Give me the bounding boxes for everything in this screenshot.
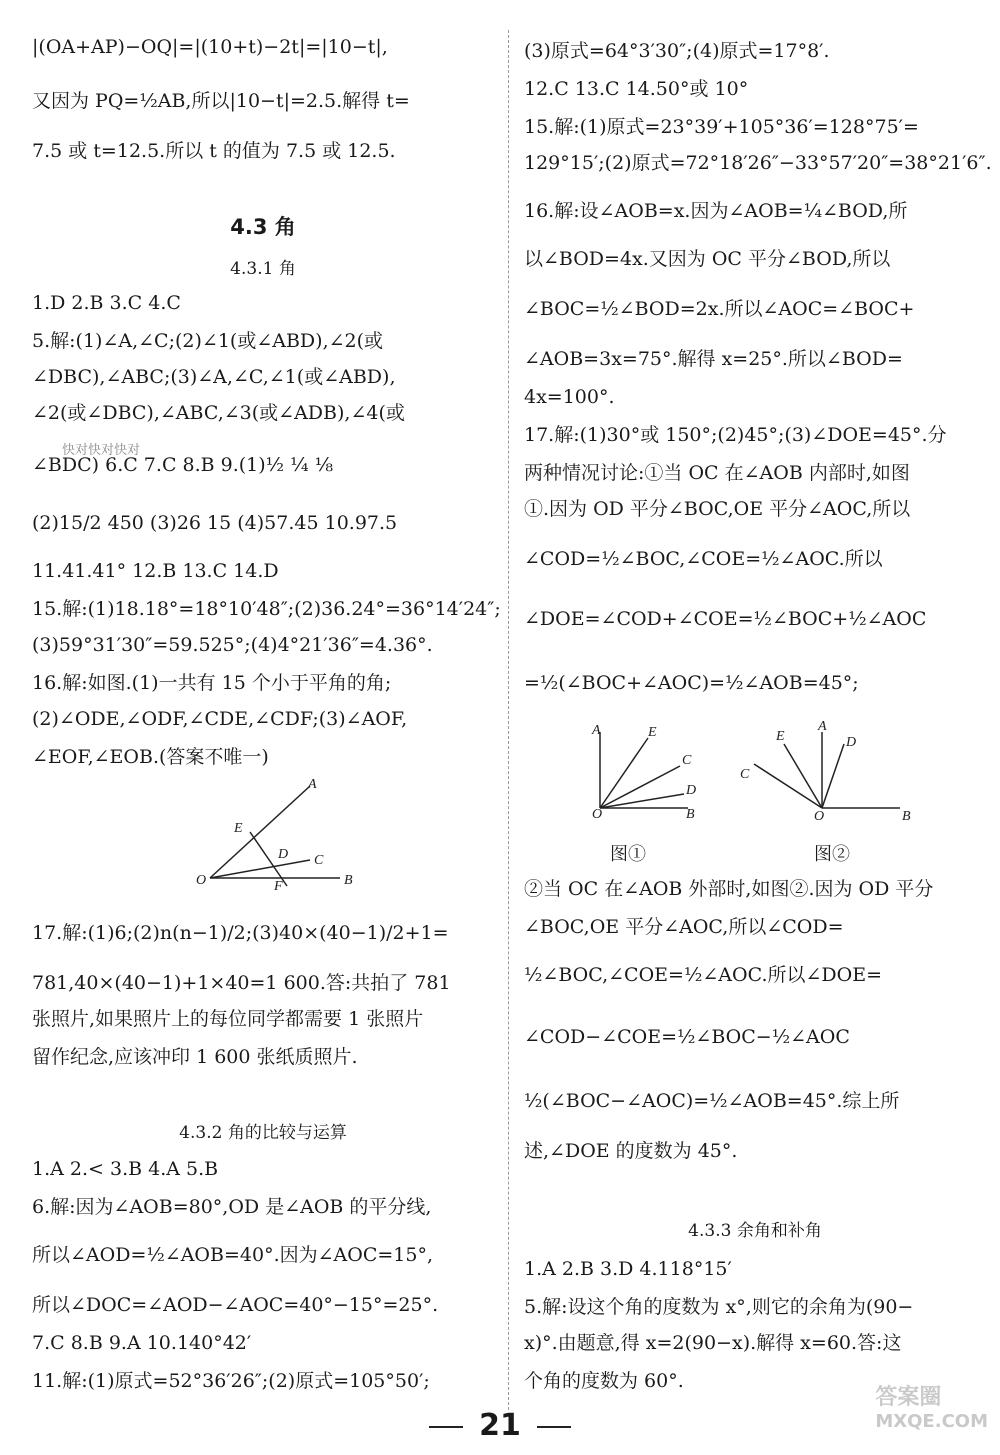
answer-line: ∠DBC),∠ABC;(3)∠A,∠C,∠1(或∠ABD),: [32, 366, 396, 388]
answer-line: 7.C 8.B 9.A 10.140°42′: [32, 1332, 252, 1354]
answer-line: (3)原式=64°3′30″;(4)原式=17°8′.: [524, 40, 830, 62]
page-number: [0, 1408, 1000, 1443]
label-F: F: [274, 879, 283, 892]
answer-line: ∠BOC=½∠BOD=2x.所以∠AOC=∠BOC+: [524, 298, 915, 320]
answer-line: ∠BOC,OE 平分∠AOC,所以∠COD=: [524, 916, 844, 938]
subsection-title: 4.3.1 角: [230, 259, 296, 279]
answer-line: 1.A 2.< 3.B 4.A 5.B: [32, 1158, 219, 1180]
answer-line: 17.解:(1)30°或 150°;(2)45°;(3)∠DOE=45°.分: [524, 424, 947, 446]
answer-line: 4x=100°.: [524, 386, 615, 408]
answer-line: 5.解:(1)∠A,∠C;(2)∠1(或∠ABD),∠2(或: [32, 330, 384, 352]
answer-line: ∠AOB=3x=75°.解得 x=25°.所以∠BOD=: [524, 348, 903, 370]
label-B: B: [686, 807, 695, 822]
figure-2-diagram: [730, 716, 920, 826]
figure-1-caption: 图①: [610, 844, 646, 865]
label-D: D: [846, 735, 857, 750]
text-line: 7.5 或 t=12.5.所以 t 的值为 7.5 或 12.5.: [32, 140, 396, 162]
text-line: |(OA+AP)−OQ|=|(10+t)−2t|=|10−t|,: [32, 36, 388, 58]
page-number-dash: [429, 1426, 463, 1428]
answer-line: ½(∠BOC−∠AOC)=½∠AOB=45°.综上所: [524, 1090, 900, 1112]
answer-line: 1.A 2.B 3.D 4.118°15′: [524, 1258, 732, 1280]
answer-line: ½∠BOC,∠COE=½∠AOC.所以∠DOE=: [524, 964, 883, 986]
label-A: A: [592, 723, 601, 738]
label-A: A: [308, 777, 317, 792]
subsection-title: 4.3.2 角的比较与运算: [179, 1123, 347, 1143]
answer-line: 12.C 13.C 14.50°或 10°: [524, 78, 749, 100]
page-number-dash: [537, 1426, 571, 1428]
label-C: C: [314, 853, 324, 868]
label-E: E: [234, 821, 243, 836]
answer-line: 16.解:设∠AOB=x.因为∠AOB=¼∠BOD,所: [524, 200, 908, 222]
subsection-title: 4.3.3 余角和补角: [688, 1221, 822, 1241]
answer-line: 留作纪念,应该冲印 1 600 张纸质照片.: [32, 1046, 358, 1068]
answer-line: 15.解:(1)18.18°=18°10′48″;(2)36.24°=36°14′24″;: [32, 598, 501, 620]
answer-line: 1.D 2.B 3.C 4.C: [32, 292, 181, 314]
figure-2-caption: 图②: [814, 844, 850, 865]
answer-line: ∠2(或∠DBC),∠ABC,∠3(或∠ADB),∠4(或: [32, 402, 405, 424]
answer-line: 781,40×(40−1)+1×40=1 600.答:共拍了 781: [32, 972, 451, 994]
answer-line: 11.41.41° 12.B 13.C 14.D: [32, 560, 279, 582]
watermark-logo: 答案圈: [875, 1385, 942, 1410]
answer-line: 5.解:设这个角的度数为 x°,则它的余角为(90−: [524, 1296, 914, 1318]
label-C: C: [740, 767, 750, 782]
answer-line: 6.解:因为∠AOB=80°,OD 是∠AOB 的平分线,: [32, 1196, 432, 1218]
answer-line: ∠COD=½∠BOC,∠COE=½∠AOC.所以: [524, 548, 883, 570]
label-D: D: [686, 783, 697, 798]
label-D: D: [278, 847, 289, 862]
section-title: 4.3 角: [230, 215, 296, 239]
label-O: O: [814, 809, 825, 824]
label-E: E: [776, 729, 785, 744]
answer-line: 两种情况讨论:①当 OC 在∠AOB 内部时,如图: [524, 462, 910, 484]
answer-line: x)°.由题意,得 x=2(90−x).解得 x=60.答:这: [524, 1332, 902, 1354]
answer-line: ①.因为 OD 平分∠BOC,OE 平分∠AOC,所以: [524, 498, 911, 520]
answer-line: ∠COD−∠COE=½∠BOC−½∠AOC: [524, 1026, 850, 1048]
answer-line: =½(∠BOC+∠AOC)=½∠AOB=45°;: [524, 672, 859, 694]
label-B: B: [902, 809, 911, 824]
label-B: B: [344, 873, 353, 888]
answer-line: ∠BDC) 6.C 7.C 8.B 9.(1)½ ¼ ⅛: [32, 454, 334, 476]
label-A: A: [818, 719, 827, 734]
stamp-text: 快对快对快对: [62, 443, 141, 458]
label-E: E: [648, 725, 657, 740]
answer-line: 15.解:(1)原式=23°39′+105°36′=128°75′=: [524, 116, 919, 138]
answer-line: 述,∠DOE 的度数为 45°.: [524, 1140, 738, 1162]
answer-line: 16.解:如图.(1)一共有 15 个小于平角的角;: [32, 672, 392, 694]
answer-line: 所以∠AOD=½∠AOB=40°.因为∠AOC=15°,: [32, 1244, 433, 1266]
watermark-url: MXQE.COM: [875, 1411, 988, 1432]
column-divider: [508, 30, 509, 1410]
label-O: O: [592, 807, 603, 822]
answer-line: 以∠BOD=4x.又因为 OC 平分∠BOD,所以: [524, 248, 891, 270]
figure-16-diagram: [192, 776, 362, 892]
answer-line: 所以∠DOC=∠AOD−∠AOC=40°−15°=25°.: [32, 1294, 439, 1316]
answer-line: ∠DOE=∠COD+∠COE=½∠BOC+½∠AOC: [524, 608, 927, 630]
watermark: [875, 1380, 988, 1432]
answer-line: 17.解:(1)6;(2)n(n−1)/2;(3)40×(40−1)/2+1=: [32, 922, 449, 944]
answer-line: ②当 OC 在∠AOB 外部时,如图②.因为 OD 平分: [524, 878, 934, 900]
page-number-text: 21: [479, 1408, 521, 1443]
answer-line: 张照片,如果照片上的每位同学都需要 1 张照片: [32, 1008, 424, 1030]
answer-line: 11.解:(1)原式=52°36′26″;(2)原式=105°50′;: [32, 1370, 430, 1392]
label-O: O: [196, 873, 207, 888]
label-C: C: [682, 753, 692, 768]
answer-line: 129°15′;(2)原式=72°18′26″−33°57′20″=38°21′6″.: [524, 152, 992, 174]
answer-line: (3)59°31′30″=59.525°;(4)4°21′36″=4.36°.: [32, 634, 433, 656]
answer-line: 个角的度数为 60°.: [524, 1370, 684, 1392]
text-line: 又因为 PQ=½AB,所以|10−t|=2.5.解得 t=: [32, 90, 410, 112]
answer-line: ∠EOF,∠EOB.(答案不唯一): [32, 746, 269, 768]
answer-line: (2)∠ODE,∠ODF,∠CDE,∠CDF;(3)∠AOF,: [32, 708, 408, 730]
answer-line: (2)15/2 450 (3)26 15 (4)57.45 10.97.5: [32, 512, 398, 534]
